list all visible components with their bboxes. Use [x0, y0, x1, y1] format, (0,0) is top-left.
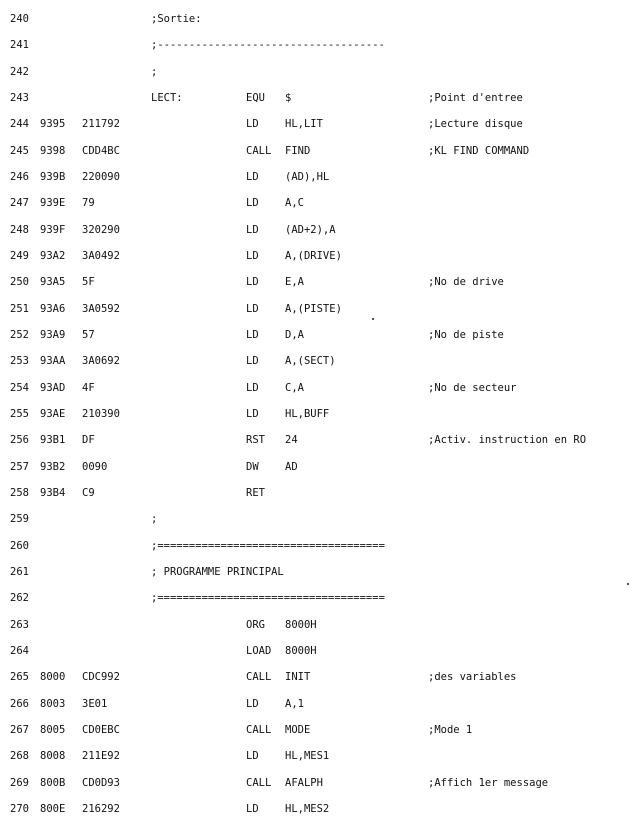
label-field: ;Sortie: — [151, 13, 202, 25]
line-number: 268 — [10, 750, 29, 763]
comment: ;No de drive — [428, 276, 504, 289]
line-number: 246 — [10, 171, 29, 183]
object-code: 57 — [82, 329, 95, 341]
address: 93B1 — [40, 434, 66, 447]
operand: HL,MES1 — [285, 750, 330, 763]
line-number: 252 — [10, 329, 29, 341]
mnemonic: LD — [246, 355, 259, 368]
operand: A,(SECT) — [285, 355, 336, 368]
listing-line — [0, 117, 634, 143]
listing-line — [0, 802, 634, 828]
operand: C,A — [285, 381, 304, 394]
address: 93A5 — [40, 276, 66, 289]
line-number: 245 — [10, 144, 29, 157]
comment: ;Activ. instruction en RO — [428, 434, 587, 447]
operand: HL,LIT — [285, 118, 323, 131]
operand: 24 — [285, 434, 298, 447]
scan-speck — [372, 318, 374, 320]
mnemonic: CALL — [246, 671, 272, 684]
address: 8000 — [40, 671, 66, 684]
address: 9395 — [40, 118, 66, 131]
line-number: 264 — [10, 644, 29, 657]
label-field: ; — [151, 513, 158, 526]
object-code: 210390 — [82, 407, 120, 420]
listing-line — [0, 144, 634, 170]
object-code: 220090 — [82, 171, 120, 183]
listing-line — [0, 223, 634, 249]
label-field: LECT: — [151, 92, 183, 104]
address: 93B4 — [40, 486, 66, 499]
operand: HL,BUFF — [285, 407, 330, 420]
listing-line — [0, 591, 634, 617]
operand: AFALPH — [285, 776, 323, 789]
line-number: 267 — [10, 723, 29, 736]
mnemonic: CALL — [246, 723, 272, 736]
line-number: 261 — [10, 565, 29, 578]
line-number: 263 — [10, 618, 29, 631]
address: 8005 — [40, 723, 66, 736]
listing-line — [0, 196, 634, 222]
operand: FIND — [285, 144, 311, 157]
line-number: 253 — [10, 355, 29, 368]
label-field: ;==================================== — [151, 539, 385, 552]
operand: MODE — [285, 723, 311, 736]
operand: (AD),HL — [285, 171, 330, 183]
operand: A,(PISTE) — [285, 302, 342, 315]
listing-line — [0, 776, 634, 802]
listing-line — [0, 302, 634, 328]
line-number: 255 — [10, 407, 29, 420]
label-field: ; — [151, 65, 158, 78]
label-field: ;==================================== — [151, 592, 385, 605]
object-code: 5F — [82, 276, 95, 289]
line-number: 240 — [10, 13, 29, 25]
listing-line — [0, 644, 634, 670]
mnemonic: LD — [246, 223, 259, 236]
mnemonic: LD — [246, 171, 259, 183]
line-number: 249 — [10, 250, 29, 262]
object-code: DF — [82, 434, 95, 447]
comment: ;KL FIND COMMAND — [428, 144, 530, 157]
listing-line — [0, 12, 634, 38]
address: 800E — [40, 802, 66, 815]
operand: INIT — [285, 671, 311, 684]
address: 939E — [40, 197, 66, 210]
address: 93A2 — [40, 250, 66, 262]
label-field: ; PROGRAMME PRINCIPAL — [151, 565, 284, 578]
address: 93B2 — [40, 460, 66, 473]
object-code: 3A0692 — [82, 355, 120, 368]
listing-line — [0, 460, 634, 486]
line-number: 254 — [10, 381, 29, 394]
line-number: 243 — [10, 92, 29, 104]
mnemonic: LOAD — [246, 644, 272, 657]
mnemonic: LD — [246, 197, 259, 210]
mnemonic: LD — [246, 302, 259, 315]
listing-line — [0, 539, 634, 565]
listing-line — [0, 65, 634, 91]
comment: ;Lecture disque — [428, 118, 523, 131]
address: 93AE — [40, 407, 66, 420]
operand: AD — [285, 460, 298, 473]
listing-line — [0, 512, 634, 538]
line-number: 269 — [10, 776, 29, 789]
address: 9398 — [40, 144, 66, 157]
line-number: 270 — [10, 802, 29, 815]
object-code: CDC992 — [82, 671, 120, 684]
object-code: CD0D93 — [82, 776, 120, 789]
line-number: 247 — [10, 197, 29, 210]
object-code: 320290 — [82, 223, 120, 236]
mnemonic: DW — [246, 460, 259, 473]
operand: 8000H — [285, 644, 317, 657]
listing-line — [0, 38, 634, 64]
listing-line — [0, 407, 634, 433]
scan-speck — [627, 583, 629, 585]
listing-line — [0, 275, 634, 301]
mnemonic: EQU — [246, 92, 265, 104]
line-number: 265 — [10, 671, 29, 684]
object-code: 4F — [82, 381, 95, 394]
mnemonic: ORG — [246, 618, 265, 631]
line-number: 242 — [10, 65, 29, 78]
listing-line — [0, 697, 634, 723]
operand: A,(DRIVE) — [285, 250, 342, 262]
mnemonic: LD — [246, 381, 259, 394]
line-number: 259 — [10, 513, 29, 526]
line-number: 251 — [10, 302, 29, 315]
object-code: C9 — [82, 486, 95, 499]
line-number: 257 — [10, 460, 29, 473]
comment: ;Point d'entree — [428, 92, 523, 104]
object-code: 3A0592 — [82, 302, 120, 315]
comment: ;No de secteur — [428, 381, 517, 394]
mnemonic: LD — [246, 118, 259, 131]
mnemonic: LD — [246, 276, 259, 289]
operand: HL,MES2 — [285, 802, 330, 815]
listing-line — [0, 170, 634, 196]
object-code: CDD4BC — [82, 144, 120, 157]
address: 800B — [40, 776, 66, 789]
listing-line — [0, 91, 634, 117]
object-code: 3A0492 — [82, 250, 120, 262]
operand: $ — [285, 92, 292, 104]
object-code: 3E01 — [82, 697, 108, 710]
address: 8008 — [40, 750, 66, 763]
line-number: 258 — [10, 486, 29, 499]
mnemonic: LD — [246, 750, 259, 763]
address: 93AA — [40, 355, 66, 368]
address: 939B — [40, 171, 66, 183]
listing-line — [0, 670, 634, 696]
line-number: 244 — [10, 118, 29, 131]
object-code: 79 — [82, 197, 95, 210]
operand: (AD+2),A — [285, 223, 336, 236]
mnemonic: CALL — [246, 144, 272, 157]
mnemonic: CALL — [246, 776, 272, 789]
line-number: 250 — [10, 276, 29, 289]
listing-line — [0, 381, 634, 407]
listing-line — [0, 565, 634, 591]
object-code: 0090 — [82, 460, 108, 473]
listing-line — [0, 749, 634, 775]
comment: ;No de piste — [428, 329, 504, 341]
listing-line — [0, 249, 634, 275]
mnemonic: LD — [246, 329, 259, 341]
comment: ;Mode 1 — [428, 723, 473, 736]
label-field: ;------------------------------------ — [151, 39, 385, 52]
mnemonic: LD — [246, 407, 259, 420]
address: 93A6 — [40, 302, 66, 315]
address: 939F — [40, 223, 66, 236]
object-code: 211792 — [82, 118, 120, 131]
mnemonic: RST — [246, 434, 265, 447]
mnemonic: RET — [246, 486, 265, 499]
operand: E,A — [285, 276, 304, 289]
line-number: 266 — [10, 697, 29, 710]
listing-line — [0, 618, 634, 644]
object-code: 216292 — [82, 802, 120, 815]
line-number: 262 — [10, 592, 29, 605]
mnemonic: LD — [246, 802, 259, 815]
listing-line — [0, 328, 634, 354]
address: 8003 — [40, 697, 66, 710]
listing-line — [0, 433, 634, 459]
mnemonic: LD — [246, 250, 259, 262]
comment: ;Affich 1er message — [428, 776, 549, 789]
object-code: 211E92 — [82, 750, 120, 763]
mnemonic: LD — [246, 697, 259, 710]
listing-line — [0, 723, 634, 749]
comment: ;des variables — [428, 671, 517, 684]
listing-line — [0, 486, 634, 512]
address: 93A9 — [40, 329, 66, 341]
object-code: CD0EBC — [82, 723, 120, 736]
operand: D,A — [285, 329, 304, 341]
operand: A,C — [285, 197, 304, 210]
address: 93AD — [40, 381, 66, 394]
line-number: 248 — [10, 223, 29, 236]
line-number: 241 — [10, 39, 29, 52]
line-number: 260 — [10, 539, 29, 552]
listing-line — [0, 354, 634, 380]
operand: A,1 — [285, 697, 304, 710]
operand: 8000H — [285, 618, 317, 631]
line-number: 256 — [10, 434, 29, 447]
